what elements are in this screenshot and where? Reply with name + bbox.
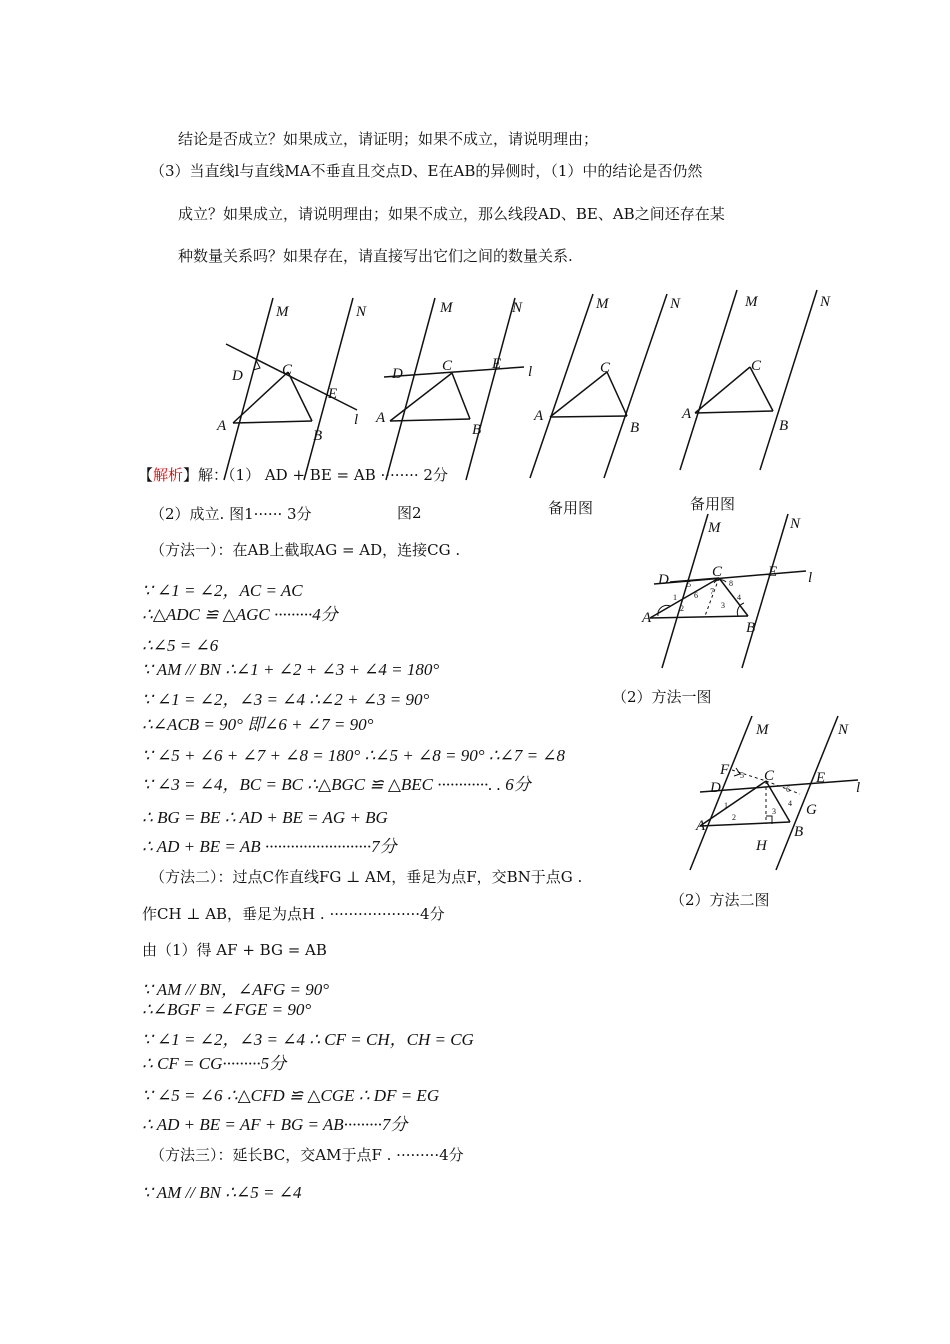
label-angle-6: 6 xyxy=(786,785,790,794)
label-angle-5: 5 xyxy=(687,580,691,589)
solution-line-2: （2）成立. 图1······ 3分 xyxy=(150,505,312,523)
solution-line-16: 由（1）得 AF + BG = AB xyxy=(142,941,327,959)
solution-line-7: ∵ AM // BN ∴∠1 + ∠2 + ∠3 + ∠4 = 180° xyxy=(142,660,440,679)
label-angle-2: 2 xyxy=(680,604,684,613)
label-e: E xyxy=(816,770,826,786)
label-c: C xyxy=(712,564,723,580)
label-g: G xyxy=(806,802,817,818)
label-d: D xyxy=(658,572,669,588)
solution-line-9: ∴∠ACB = 90° 即∠6 + ∠7 = 90° xyxy=(142,715,374,734)
solution-line-21: ∵ ∠5 = ∠6 ∴△CFD ≌ △CGE ∴ DF = EG xyxy=(142,1086,440,1105)
label-b: B xyxy=(779,418,789,434)
caption-spare-2: 备用图 xyxy=(690,495,736,513)
label-e: E xyxy=(768,564,778,580)
label-a: A xyxy=(534,408,544,424)
label-n: N xyxy=(356,304,367,320)
label-d: D xyxy=(392,366,403,382)
spare-figure-1 xyxy=(530,290,690,480)
solution-line-17: ∵ AM // BN，∠AFG = 90° xyxy=(142,980,330,999)
label-angle-6: 6 xyxy=(694,591,698,600)
solution-line-5: ∴△ADC ≌ △AGC ·········4分 xyxy=(142,605,338,624)
label-e: E xyxy=(492,356,502,372)
label-angle-4: 4 xyxy=(788,799,792,808)
label-c: C xyxy=(751,358,762,374)
label-a: A xyxy=(682,406,692,422)
label-angle-5: 5 xyxy=(740,771,744,780)
label-angle-3: 3 xyxy=(772,807,776,816)
label-m: M xyxy=(745,294,758,310)
solution-line-24: ∵ AM // BN ∴∠5 = ∠4 xyxy=(142,1183,302,1202)
label-b: B xyxy=(630,420,640,436)
intro-line-4: 种数量关系吗？如果存在，请直接写出它们之间的数量关系. xyxy=(178,247,573,265)
label-a: A xyxy=(376,410,386,426)
label-l: l xyxy=(528,364,533,380)
solution-line-23: （方法三）：延长BC，交AM于点F . ·········4分 xyxy=(150,1146,464,1164)
solution-line-4: ∵ ∠1 = ∠2，AC = AC xyxy=(142,581,303,600)
solution-line-18: ∴∠BGF = ∠FGE = 90° xyxy=(142,1000,312,1019)
label-m: M xyxy=(276,304,289,320)
label-m: M xyxy=(756,722,769,738)
solution-line-13: ∴ AD + BE = AB ·························7分 xyxy=(142,837,397,856)
solution-line-12: ∴ BG = BE ∴ AD + BE = AG + BG xyxy=(142,808,388,827)
label-n: N xyxy=(820,294,831,310)
label-e: E xyxy=(328,386,338,402)
label-c: C xyxy=(442,358,453,374)
label-angle-4: 4 xyxy=(737,593,741,602)
method-2-figure xyxy=(680,712,880,872)
solution-line-14: （方法二）：过点C作直线FG ⊥ AM，垂足为点F，交BN于点G . xyxy=(150,868,583,886)
label-n: N xyxy=(790,516,801,532)
solution-line-3: （方法一）：在AB上截取AG = AD，连接CG . xyxy=(150,541,461,559)
label-angle-7: 7 xyxy=(710,587,714,596)
intro-line-2: （3）当直线l与直线MA不垂直且交点D、E在AB的异侧时，（1）中的结论是否仍然 xyxy=(150,162,703,180)
caption-fig2: 图2 xyxy=(397,504,422,522)
label-angle-3: 3 xyxy=(721,601,725,610)
label-b: B xyxy=(313,428,323,444)
intro-line-1: 结论是否成立？如果成立，请证明；如果不成立，请说明理由； xyxy=(178,130,599,148)
solution-line-1 xyxy=(138,464,448,485)
label-n: N xyxy=(838,722,849,738)
label-l: l xyxy=(856,780,861,796)
solution-line-20: ∴ CF = CG·········5分 xyxy=(142,1054,287,1073)
label-angle-1: 1 xyxy=(724,801,728,810)
label-b: B xyxy=(746,620,756,636)
label-a: A xyxy=(217,418,227,434)
spare-figure-2 xyxy=(680,290,840,480)
solution-line-15: 作CH ⊥ AB，垂足为点H . ···················4分 xyxy=(142,905,445,923)
label-h: H xyxy=(756,838,767,854)
label-c: C xyxy=(282,362,293,378)
solution-line-22: ∴ AD + BE = AF + BG = AB·········7分 xyxy=(142,1115,408,1134)
label-l: l xyxy=(808,570,813,586)
solution-line-11: ∵ ∠3 = ∠4，BC = BC ∴△BGC ≌ △BEC ············. . 6分 xyxy=(142,775,531,794)
label-f: F xyxy=(720,762,730,778)
intro-line-3: 成立？如果成立，请说明理由；如果不成立，那么线段AD、BE、AB之间还存在某 xyxy=(178,205,725,223)
label-c: C xyxy=(600,360,611,376)
solution-line-6: ∴∠5 = ∠6 xyxy=(142,636,219,655)
label-d: D xyxy=(232,368,243,384)
line-am xyxy=(224,298,273,480)
label-m: M xyxy=(440,300,453,316)
label-a: A xyxy=(696,818,706,834)
label-angle-2: 2 xyxy=(732,813,736,822)
label-l: l xyxy=(354,412,359,428)
solution-line-8: ∵ ∠1 = ∠2，∠3 = ∠4 ∴∠2 + ∠3 = 90° xyxy=(142,690,430,709)
caption-method-2: （2）方法二图 xyxy=(670,891,770,909)
caption-method-1: （2）方法一图 xyxy=(612,688,712,706)
label-a: A xyxy=(642,610,652,626)
label-b: B xyxy=(472,422,482,438)
figure-1 xyxy=(210,290,380,480)
label-m: M xyxy=(708,520,721,536)
caption-spare-1: 备用图 xyxy=(548,499,594,517)
solution-label: 解析 xyxy=(153,466,184,484)
method-1-figure xyxy=(640,510,840,670)
solution-line-19: ∵ ∠1 = ∠2，∠3 = ∠4 ∴ CF = CH，CH = CG xyxy=(142,1030,474,1049)
solution-line-1-text: 【解析】解：（1） AD + BE = AB ········ 2分 xyxy=(138,466,448,484)
label-c: C xyxy=(764,768,775,784)
label-m: M xyxy=(596,296,609,312)
label-n: N xyxy=(670,296,681,312)
label-angle-1: 1 xyxy=(673,593,677,602)
solution-line-10: ∵ ∠5 + ∠6 + ∠7 + ∠8 = 180° ∴∠5 + ∠8 = 90° ∴∠7 = ∠8 xyxy=(142,746,566,765)
label-angle-8: 8 xyxy=(729,579,733,588)
label-b: B xyxy=(794,824,804,840)
figure-2 xyxy=(372,290,542,480)
label-d: D xyxy=(710,780,721,796)
label-n: N xyxy=(512,300,523,316)
